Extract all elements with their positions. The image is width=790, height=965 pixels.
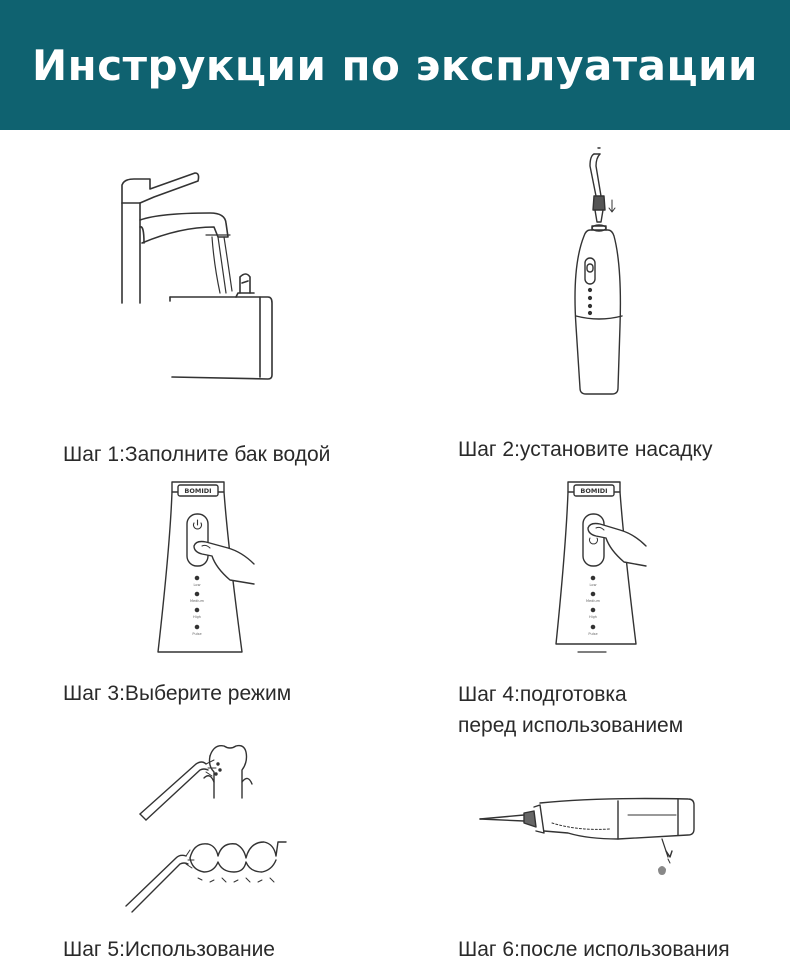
step3-mode-medium: Medium [190, 599, 204, 603]
step4-brand: BOMIDI [580, 487, 608, 495]
step2-illustration [560, 146, 630, 402]
step3-brand: BOMIDI [184, 487, 212, 495]
step5-caption: Шаг 5:Использование [63, 938, 275, 961]
step1-illustration [100, 165, 290, 390]
page-title: Инструкции по эксплуатации [32, 40, 758, 90]
step3-mode-pulse: Pulse [192, 632, 202, 636]
step5-illustration [118, 738, 288, 913]
step3-mode-low: Low [193, 583, 201, 587]
step3-caption: Шаг 3:Выберите режим [63, 682, 292, 705]
prepare-drawing [548, 476, 648, 656]
step4-mode-high: High [588, 615, 598, 619]
step1-caption: Шаг 1:Заполните бак водой [63, 443, 331, 466]
water-drop-icon [658, 866, 666, 875]
step6-caption: Шаг 6:после использования [458, 938, 730, 961]
install-nozzle-drawing [560, 146, 630, 402]
step4-mode-medium: Medium [586, 599, 600, 603]
usage-drawing [118, 738, 288, 913]
step6-illustration [478, 795, 698, 885]
after-use-drawing [478, 795, 698, 885]
step4-illustration [548, 476, 648, 656]
step3-illustration [150, 476, 255, 654]
faucet-tank-drawing [100, 165, 290, 390]
step4-mode-pulse: Pulse [588, 632, 598, 636]
step3-mode-high: High [192, 615, 202, 619]
header-banner [0, 0, 790, 130]
step4-caption-line2: перед использованием [458, 714, 684, 737]
select-mode-drawing [150, 476, 255, 654]
step4-mode-low: Low [589, 583, 597, 587]
step4-caption-line1: Шаг 4:подготовка [458, 683, 627, 706]
step2-caption: Шаг 2:установите насадку [458, 438, 713, 461]
